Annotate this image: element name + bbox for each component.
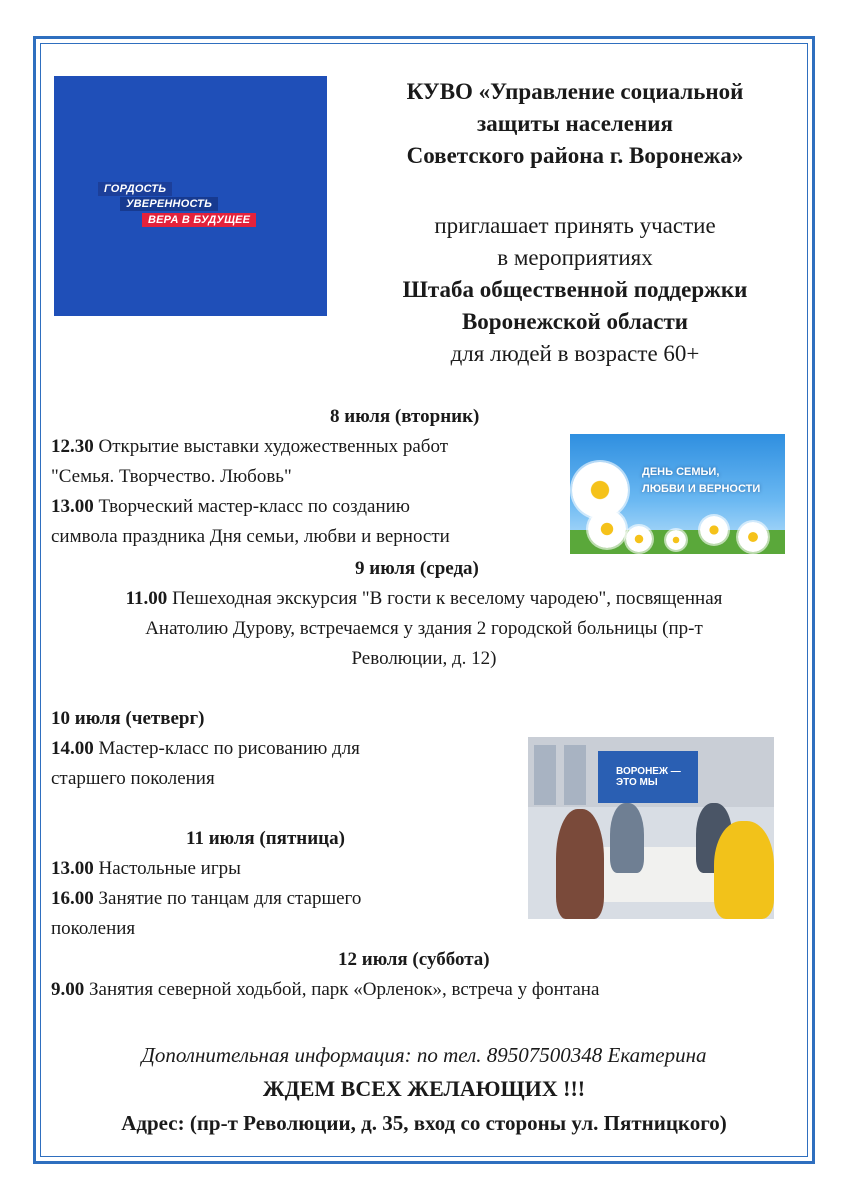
event-jul10-1-cont: старшего поколения: [51, 768, 215, 789]
photo-sign: [598, 751, 698, 803]
invite-line-1: приглашает принять участие: [434, 213, 716, 238]
event-jul9-1-cont2: Революции, д. 12): [351, 648, 497, 669]
event-jul8-1: [51, 432, 448, 462]
person-figure: [714, 821, 774, 919]
invite-line-2: в мероприятиях: [497, 245, 653, 270]
daisy-icon: [738, 522, 768, 552]
day-heading-jul11: 11 июля (пятница): [186, 828, 345, 849]
photo-window: [534, 745, 556, 805]
day-heading-jul9: 9 июля (среда): [355, 558, 479, 579]
daisy-icon: [588, 510, 626, 548]
logo-line-confidence: УВЕРЕННОСТЬ: [120, 197, 218, 211]
contact-info: Дополнительная информация: по тел. 89507500348 Екатерина: [141, 1043, 707, 1067]
event-text: Настольные игры: [93, 858, 241, 879]
organization-title: [360, 76, 790, 172]
logo-line-pride: ГОРДОСТЬ: [98, 182, 172, 196]
event-jul8-1-cont: "Семья. Творчество. Любовь": [51, 466, 292, 487]
event-text: Творческий мастер-класс по созданию: [93, 496, 410, 517]
event-jul11-2-cont: поколения: [51, 918, 136, 939]
day-heading-jul8: 8 июля (вторник): [330, 406, 480, 427]
venue-address: Адрес: (пр-т Революции, д. 35, вход со стороны ул. Пятницкого): [121, 1111, 727, 1135]
hq-line-2: Воронежской области: [461, 309, 689, 334]
seniors-photo: [528, 737, 774, 919]
event-time: 13.00: [51, 858, 94, 879]
org-line-1: КУВО «Управление социальной: [406, 79, 744, 104]
event-text: Занятия северной ходьбой, парк «Орленок», встреча у фонтана: [84, 979, 600, 1000]
banner-caption-line-2: ЛЮБВИ И ВЕРНОСТИ: [642, 483, 761, 495]
logo-line-faith: ВЕРА В БУДУЩЕЕ: [142, 213, 256, 227]
event-time: 13.00: [51, 496, 94, 517]
event-jul12-1: [51, 975, 599, 1005]
event-time: 16.00: [51, 888, 94, 909]
photo-sign-text: ВОРОНЕЖ — ЭТО МЫ: [616, 766, 681, 788]
person-figure: [610, 803, 644, 873]
event-jul8-2-cont: символа праздника Дня семьи, любви и верности: [51, 526, 450, 547]
banner-caption: [642, 464, 782, 498]
daisy-icon: [572, 462, 628, 518]
day-heading-jul10: 10 июля (четверг): [51, 708, 205, 729]
event-jul10-1: [51, 734, 360, 764]
event-jul11-1: [51, 854, 241, 884]
daisy-icon: [626, 526, 652, 552]
family-day-banner: [570, 434, 785, 554]
event-text: Мастер-класс по рисованию для: [93, 738, 360, 759]
event-jul8-2: [51, 492, 410, 522]
event-time: 12.30: [51, 436, 94, 457]
event-time: 11.00: [125, 588, 168, 609]
event-jul9-1-cont: Анатолию Дурову, встречаемся у здания 2 городской больницы (пр-т: [145, 618, 703, 639]
event-time: 9.00: [51, 979, 85, 1000]
person-figure: [556, 809, 604, 919]
welcome-banner: ЖДЕМ ВСЕХ ЖЕЛАЮЩИХ !!!: [262, 1076, 586, 1101]
event-text: Пешеходная экскурсия "В гости к веселому чародею", посвященная: [167, 588, 723, 609]
org-line-2: защиты населения: [477, 111, 673, 136]
event-jul11-2: [51, 884, 361, 914]
daisy-icon: [700, 516, 728, 544]
banner-caption-line-1: ДЕНЬ СЕМЬИ,: [642, 466, 720, 478]
event-text: Занятие по танцам для старшего: [93, 888, 362, 909]
hq-line-1: Штаба общественной поддержки: [402, 277, 748, 302]
day-heading-jul12: 12 июля (суббота): [338, 949, 490, 970]
invitation-block: [360, 210, 790, 370]
daisy-icon: [666, 530, 686, 550]
org-line-3: Советского района г. Воронежа»: [406, 143, 744, 168]
event-jul9-1: [44, 584, 804, 614]
event-text: Открытие выставки художественных работ: [93, 436, 449, 457]
campaign-logo: [54, 76, 327, 316]
event-time: 14.00: [51, 738, 94, 759]
audience-line: для людей в возрасте 60+: [450, 341, 700, 366]
photo-window: [564, 745, 586, 805]
